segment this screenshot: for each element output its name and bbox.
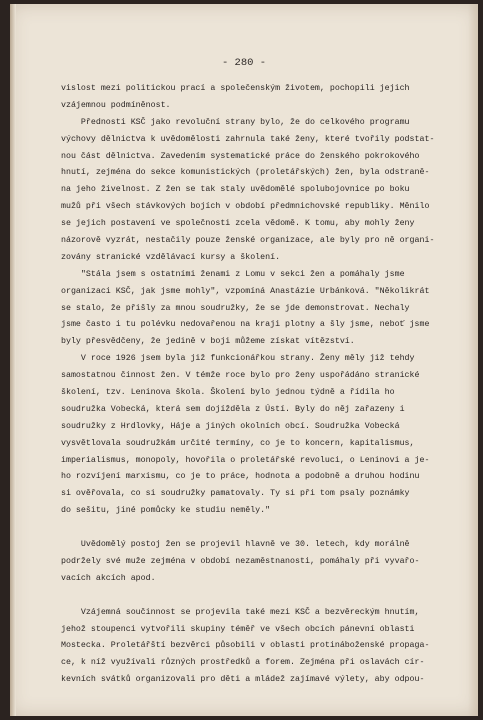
text-line: školení, tzv. Leninova škola. Školení bylo jednou týdně a řídila ho — [61, 388, 395, 398]
body-text — [61, 81, 441, 689]
text-line: Uvědomělý postoj žen se projevil hlavně ve 30. letech, kdy morálně — [61, 540, 410, 550]
text-line: vysvětlovala soudružkám určité termíny, co je to koncern, kapitalismus, — [61, 438, 415, 448]
text-line: "Stála jsem s ostatními ženami z Lomu v sekci žen a pomáhaly jsme — [61, 269, 405, 279]
text-line: Přednosti KSČ jako revoluční strany bylo, že do celkového programu — [61, 117, 410, 127]
text-line: vzájemnou podmíněnost. — [61, 100, 171, 110]
text-line: V roce 1926 jsem byla již funkcionářkou strany. Ženy měly již tehdy — [61, 354, 415, 364]
text-line: samostatnou činnost žen. V témže roce bylo pro ženy uspořádáno stranické — [61, 371, 420, 381]
text-line: výchovy dělnictva k uvědomělosti zahrnula také ženy, které tvořily podstat- — [61, 134, 435, 144]
text-line: soudružky z Hrdlovky, Háje a jiných okolních obcí. Soudružka Vobecká — [61, 421, 400, 431]
text-line: názorově vyzrát, nestačily pouze ženské organizace, ale byly pro ně organi- — [61, 236, 435, 246]
page-number: - 280 - — [221, 57, 267, 69]
text-line: soudružka Vobecká, která sem dojížděla z Ústí. Byly do něj zařazeny i — [61, 404, 405, 414]
text-line: si ověřovala, co si soudružky pamatovaly. Ty si při tom psaly poznámky — [61, 489, 410, 499]
text-line: do sešitu, jiné pomůcky ke studiu neměly." — [61, 506, 271, 516]
binding-edge — [10, 4, 16, 716]
text-line: byly přesvědčeny, že jedině v boji můžeme získat vítězství. — [61, 337, 355, 347]
text-line: ho rozvíjení marxismu, co je to práce, hodnota a podobně a druhou hodinu — [61, 472, 420, 482]
text-line: se stalo, že přišly za mnou soudružky, že se jde demonstrovat. Nechaly — [61, 303, 410, 313]
text-line: organizaci KSČ, jak jsme mohly", vzpomíná Anastázie Urbánková. "Několikrát — [61, 286, 430, 296]
text-line: vislost mezi politickou prací a společenským životem, pochopili jejich — [61, 84, 410, 93]
text-line: jsme často i tu polévku nedovařenou na kraji plotny a šly jsme, neboť jsme — [61, 320, 430, 330]
page-edge-shadow — [468, 4, 478, 716]
text-line: hnutí, zejména do sekce komunistických (proletářských) žen, byla odstraně- — [61, 168, 430, 178]
typewritten-page — [10, 4, 478, 716]
text-line: Vzájemná součinnost se projevila také mezi KSČ a bezvěreckým hnutím, — [61, 607, 420, 617]
text-line — [61, 588, 441, 605]
text-line: zovány stranické vzdělávací kursy a školení. — [61, 252, 281, 262]
text-line: na jeho živelnost. Z žen se tak staly uvědomělé spolubojovnice po boku — [61, 185, 410, 195]
text-line: jehož stoupenci vytvořili skupiny téměř ve všech obcích pánevní oblasti — [61, 624, 415, 634]
text-line: ce, k níž využívali různých prostředků a forem. Zejména při oslavách cír- — [61, 658, 425, 668]
text-line: vacích akcích apod. — [61, 573, 156, 583]
text-line: se jejich postavení ve společnosti zcela vědomě. K tomu, aby mohly ženy — [61, 219, 415, 229]
text-line: podržely své muže zejména v období nezaměstnanosti, pomáhaly při vyvařo- — [61, 556, 420, 566]
text-line: mužů při všech stávkových bojích v období předmnichovské republiky. Měnilo — [61, 202, 430, 212]
text-line — [61, 520, 441, 537]
text-line: kevních svátků organizovali pro děti a mládež zajímavé výlety, aby odpou- — [61, 675, 425, 685]
text-line: nou část dělnictva. Zavedením systematické práce do ženského pokrokového — [61, 151, 420, 161]
text-line: Mostecka. Proletářští bezvěrci působili v oblasti protináboženské propaga- — [61, 641, 430, 651]
text-line: imperialismus, monopoly, hovořila o proletářské revoluci, o Leninovi a je- — [61, 455, 430, 465]
